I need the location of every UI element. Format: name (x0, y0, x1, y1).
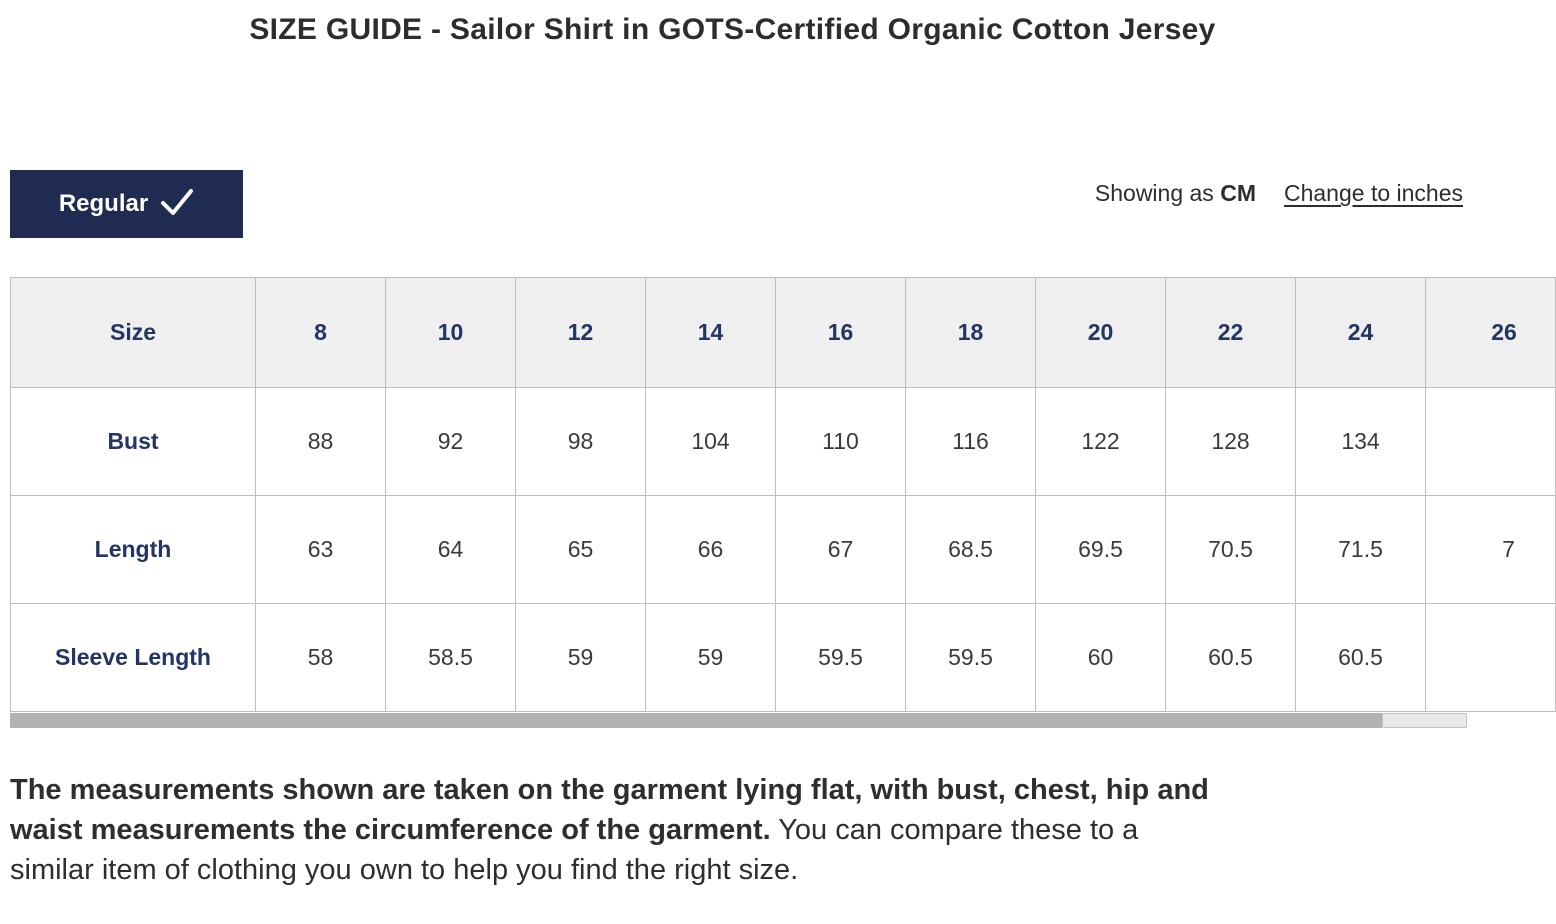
measurement-cell: 69.5 (1036, 496, 1166, 604)
measurement-cell-clipped: 7 (1426, 496, 1556, 604)
measurement-cell: 60.5 (1166, 604, 1296, 712)
size-col-header: 24 (1296, 278, 1426, 388)
measurement-cell: 59 (646, 604, 776, 712)
measurement-cell: 60 (1036, 604, 1166, 712)
page-title: SIZE GUIDE - Sailor Shirt in GOTS-Certified Organic Cotton Jersey (249, 13, 1216, 46)
size-header-row (11, 278, 1556, 388)
measurement-cell: 110 (776, 388, 906, 496)
scrollbar-track[interactable] (1382, 713, 1467, 728)
unit-controls (1095, 180, 1463, 207)
table-row-length (11, 496, 1556, 604)
measurement-cell-clipped (1426, 388, 1556, 496)
row-label-length: Length (11, 496, 256, 604)
measurement-cell: 59.5 (906, 604, 1036, 712)
note-line2-bold: waist measurements the circumference of the garment. (10, 814, 771, 846)
measurement-cell: 60.5 (1296, 604, 1426, 712)
current-unit: CM (1220, 180, 1256, 206)
size-col-header: 10 (386, 278, 516, 388)
measurement-cell: 70.5 (1166, 496, 1296, 604)
measurement-cell: 71.5 (1296, 496, 1426, 604)
measurement-cell: 64 (386, 496, 516, 604)
change-units-link[interactable]: Change to inches (1283, 180, 1463, 206)
measurement-cell: 122 (1036, 388, 1166, 496)
row-label-bust: Bust (11, 388, 256, 496)
size-col-header-clipped: 26 (1426, 278, 1556, 388)
measurement-cell: 88 (256, 388, 386, 496)
measurement-cell: 134 (1296, 388, 1426, 496)
note-line3: similar item of clothing you own to help you find the right size. (10, 854, 799, 886)
measurement-note (10, 770, 1470, 890)
size-col-header: 8 (256, 278, 386, 388)
table-row-bust (11, 388, 1556, 496)
size-table (10, 277, 1556, 712)
measurement-cell: 59 (516, 604, 646, 712)
measurement-cell-clipped (1426, 604, 1556, 712)
measurement-cell: 65 (516, 496, 646, 604)
note-line2-regular: You can compare these to a (778, 814, 1139, 846)
measurement-cell: 58 (256, 604, 386, 712)
measurement-cell: 67 (776, 496, 906, 604)
size-col-header: 18 (906, 278, 1036, 388)
measurement-cell: 116 (906, 388, 1036, 496)
row-label-sleeve-length: Sleeve Length (11, 604, 256, 712)
measurement-cell: 68.5 (906, 496, 1036, 604)
size-col-header: 12 (516, 278, 646, 388)
checkmark-icon (160, 187, 194, 217)
measurement-cell: 63 (256, 496, 386, 604)
size-col-header: 14 (646, 278, 776, 388)
measurement-cell: 58.5 (386, 604, 516, 712)
note-line1: The measurements shown are taken on the garment lying flat, with bust, chest, hip and (10, 774, 1209, 806)
measurement-cell: 59.5 (776, 604, 906, 712)
size-table-viewport (10, 277, 1517, 713)
corner-header: Size (11, 278, 256, 388)
size-col-header: 22 (1166, 278, 1296, 388)
scrollbar-thumb[interactable] (10, 713, 1382, 728)
measurement-cell: 66 (646, 496, 776, 604)
measurement-cell: 104 (646, 388, 776, 496)
showing-as-text: Showing as CM (1094, 180, 1256, 206)
size-col-header: 16 (776, 278, 906, 388)
table-row-sleeve-length (11, 604, 1556, 712)
fit-regular-button[interactable] (10, 170, 243, 238)
measurement-cell: 92 (386, 388, 516, 496)
measurement-cell: 98 (516, 388, 646, 496)
measurement-cell: 128 (1166, 388, 1296, 496)
horizontal-scrollbar[interactable] (10, 712, 1467, 728)
fit-regular-label: Regular (58, 190, 149, 217)
size-col-header: 20 (1036, 278, 1166, 388)
